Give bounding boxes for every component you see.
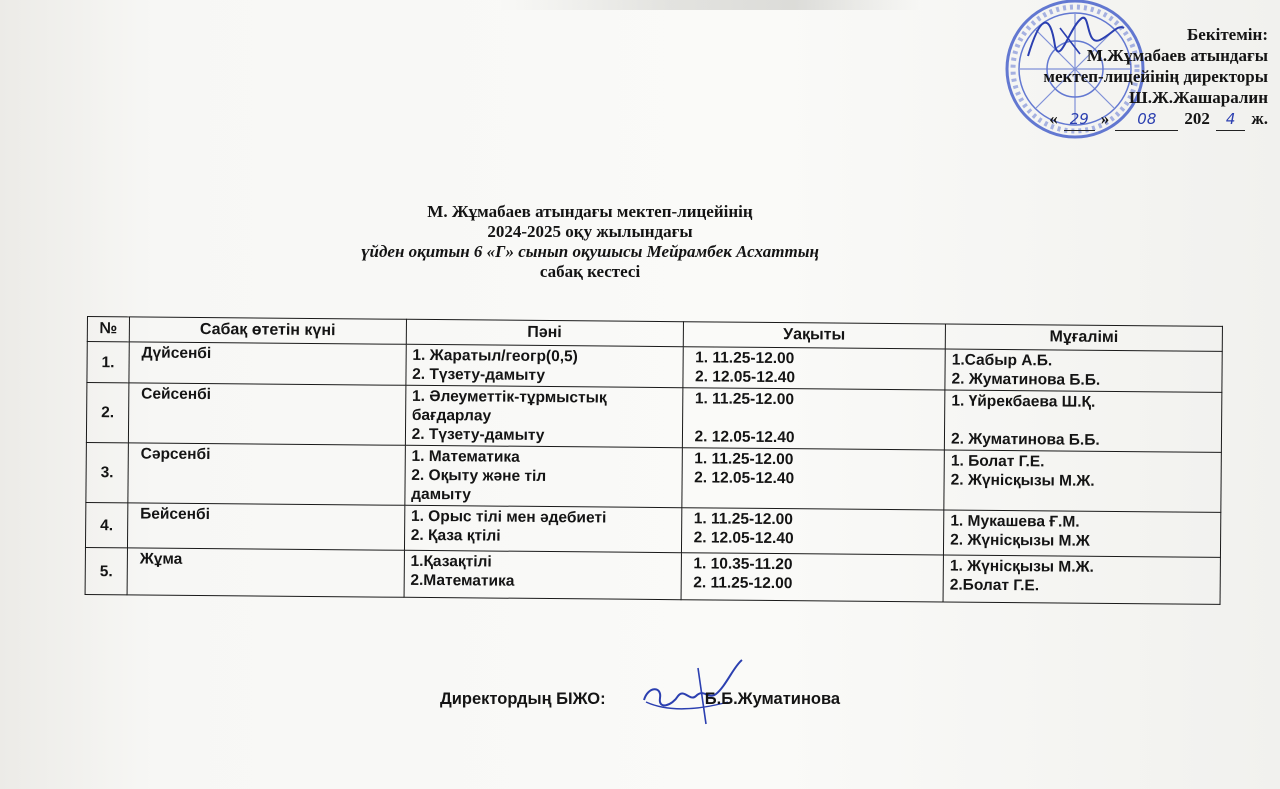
table-row: [86, 442, 1221, 512]
title-school: М. Жұмабаев атындағы мектеп-лицейінің: [427, 202, 753, 221]
teacher-line: [951, 411, 1215, 432]
row-times: [681, 448, 944, 510]
teacher-line: 1. Үйрекбаева Ш.Қ.: [951, 392, 1096, 411]
subject-line: 2. Оқыту және тіл: [411, 466, 547, 486]
row-number: 5.: [85, 547, 127, 594]
date-year-digit: 4: [1216, 109, 1246, 131]
document-title: [0, 202, 1180, 282]
time-line: 1. 10.35-11.20: [693, 555, 793, 574]
subject-line: бағдарлау: [411, 406, 492, 425]
row-times: [682, 388, 945, 450]
row-day: Сәрсенбі: [128, 443, 405, 505]
header-time: Уақыты: [683, 322, 946, 349]
time-line: 1. 11.25-12.00: [693, 510, 794, 529]
row-subjects: [406, 344, 683, 387]
header-number: №: [87, 317, 129, 342]
footer-label: Директордың БІЖО:: [440, 690, 606, 708]
time-line: 1. 11.25-12.00: [694, 450, 794, 469]
row-day: Жұма: [127, 548, 404, 597]
date-open-quote: «: [1049, 109, 1058, 128]
row-subjects: [404, 505, 681, 552]
row-teachers: [945, 349, 1222, 392]
teacher-line: 2. Жуматинова Б.Б.: [951, 370, 1101, 389]
date-day: 29: [1064, 109, 1095, 131]
subject-line: дамыту: [411, 485, 472, 504]
approval-director-name: Ш.Ж.Жашаралин: [1129, 88, 1268, 107]
date-suffix: ж.: [1251, 109, 1268, 128]
header-teacher: Мұғалімі: [945, 324, 1222, 351]
row-subjects: [404, 550, 681, 599]
row-day: Дүйсенбі: [129, 342, 406, 385]
subject-line: 1. Математика: [411, 447, 520, 466]
row-day: Бейсенбі: [127, 503, 404, 550]
title-schedule: сабақ кестесі: [539, 262, 641, 281]
row-teachers: [944, 390, 1221, 452]
time-line: 2. 12.05-12.40: [694, 428, 795, 447]
table-row: [86, 383, 1221, 453]
time-line: 2. 12.05-12.40: [694, 368, 796, 387]
teacher-line: 2. Жүнісқызы М.Ж: [950, 531, 1090, 550]
row-subjects: [405, 385, 682, 447]
time-line: 1. 11.25-12.00: [695, 349, 795, 368]
teacher-line: 1. Мукашева Ғ.М.: [950, 512, 1080, 531]
row-number: 2.: [86, 383, 128, 443]
time-line: 2. 11.25-12.00: [693, 574, 793, 593]
scan-smudge: [500, 0, 920, 10]
time-line: 2. 12.05-12.40: [693, 529, 794, 548]
footer-name: Б.Б.Жуматинова: [704, 690, 841, 708]
header-subject: Пәні: [406, 319, 683, 346]
subject-line: 1. Орыс тілі мен әдебиеті: [410, 507, 607, 527]
title-year: 2024-2025 оқу жылындағы: [487, 222, 693, 241]
subject-line: 2.Математика: [410, 571, 515, 590]
footer-signature-line: [440, 690, 840, 709]
approval-school: М.Жұмабаев атындағы: [1086, 46, 1268, 65]
approval-heading: Бекітемін:: [1187, 25, 1268, 44]
approval-position: мектеп-лицейінің директоры: [1043, 67, 1268, 86]
director-signature: [1020, 6, 1130, 66]
title-student: үйден оқитын 6 «Г» сынып оқушысы Мейрамбек Асхаттың: [361, 242, 819, 261]
row-subjects: [405, 445, 682, 507]
table-row: [85, 547, 1220, 604]
approval-date: [1043, 108, 1268, 131]
row-teachers: [944, 510, 1221, 557]
row-number: 1.: [87, 342, 129, 383]
date-month: 08: [1115, 109, 1178, 131]
subject-line: 1. Жаратыл/геогр(0,5): [412, 346, 578, 366]
time-line: [695, 408, 939, 429]
row-teachers: [944, 450, 1221, 512]
row-day: Сейсенбі: [128, 383, 405, 445]
teacher-line: 1. Жүнісқызы М.Ж.: [949, 557, 1094, 576]
subject-line: 2. Түзету-дамыту: [411, 425, 545, 444]
subject-line: 2. Түзету-дамыту: [412, 365, 546, 384]
subject-line: 1. Әлеуметтік-тұрмыстық: [411, 387, 607, 407]
teacher-line: 1.Сабыр А.Б.: [951, 351, 1053, 370]
row-times: [681, 553, 944, 602]
teacher-line: 2. Жуматинова Б.Б.: [950, 430, 1100, 449]
teacher-line: 1. Болат Г.Е.: [950, 452, 1045, 471]
header-day: Сабақ өтетін күні: [129, 317, 406, 344]
date-close-quote: »: [1100, 109, 1110, 128]
time-line: 1. 11.25-12.00: [694, 390, 795, 409]
time-line: 2. 12.05-12.40: [694, 469, 795, 488]
row-times: [682, 347, 945, 390]
teacher-line: 2. Жүнісқызы М.Ж.: [950, 471, 1095, 490]
schedule-table: [85, 316, 1223, 605]
row-number: 3.: [86, 442, 128, 502]
row-number: 4.: [85, 502, 127, 547]
date-year-prefix: 202: [1184, 109, 1210, 128]
row-teachers: [943, 555, 1220, 604]
teacher-line: 2.Болат Г.Е.: [949, 576, 1040, 595]
row-times: [681, 508, 944, 555]
subject-line: 1.Қазақтілі: [410, 552, 492, 571]
subject-line: 2. Қаза қтілі: [410, 526, 501, 545]
